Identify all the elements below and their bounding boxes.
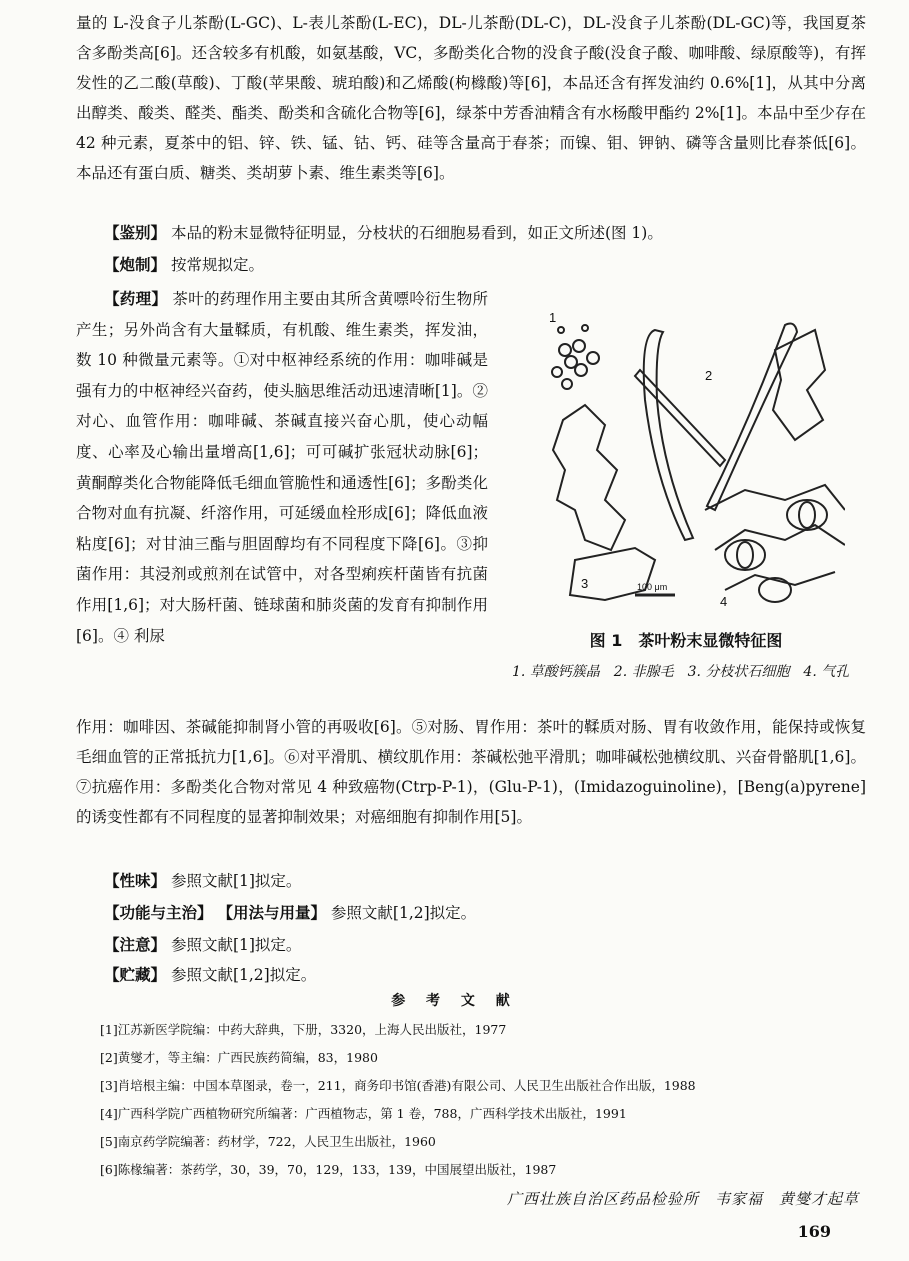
- reference-item: [3]肖培根主编：中国本草图录，卷一，211，商务印书馆(香港)有限公司、人民卫生出版社合作出版，1988: [100, 1078, 696, 1093]
- section-label-nature: 【性味】: [104, 872, 167, 890]
- figure-label-2: 2: [705, 368, 713, 383]
- section-pharmacology-continued: 作用：咖啡因、茶碱能抑制肾小管的再吸收[6]。⑤对肠、胃作用：茶叶的鞣质对肠、胃有收敛作用，能保持或恢复毛细血管的正常抵抗力[1,6]。⑥对平滑肌、横纹肌作用：茶碱松弛平滑肌；咖啡碱松弛横纹肌、兴奋骨骼肌[1,6]。⑦抗癌作用：多酚类化合物对常见 4 种致癌物(Ctrp-P-1)，(Glu-P-1)，(Imidazoguinoline)，[Beng(a)pyrene]的诱变性都有不同程度的显著抑制效果；对癌细胞有抑制作用[5]。: [76, 718, 866, 826]
- section-process: [76, 250, 866, 280]
- reference-item: [2]黄燮才，等主编：广西民族药简编，83，1980: [100, 1050, 378, 1065]
- page-number: 169: [797, 1222, 831, 1241]
- section-label-usage: 【用法与用量】: [217, 904, 326, 922]
- reference-item: [1]江苏新医学院编：中药大辞典，下册，3320，上海人民出版社，1977: [100, 1022, 507, 1037]
- figure-label-3: 3: [581, 576, 589, 591]
- figure-label-4: 4: [720, 594, 728, 609]
- references-heading: 参 考 文 献: [391, 993, 518, 1009]
- section-pharmacology-left: [76, 284, 488, 651]
- calcium-oxalate-clusters: [552, 325, 599, 389]
- figure-legend: 1. 草酸钙簇晶 2. 非腺毛 3. 分枝状石细胞 4. 气孔: [512, 664, 850, 680]
- references-list: [100, 1016, 880, 1184]
- section-function-usage: [76, 898, 866, 928]
- section-storage: [76, 960, 866, 990]
- figure-1: [500, 300, 872, 700]
- figure-title: 图 1 茶叶粉末显微特征图: [589, 631, 783, 650]
- branched-stone-cells: [553, 330, 825, 600]
- section-label-function: 【功能与主治】: [104, 904, 213, 922]
- section-identify: [76, 218, 866, 248]
- section-caution: [76, 930, 866, 960]
- section-label-process: 【炮制】: [104, 256, 167, 274]
- section-text-pharmacology: 茶叶的药理作用主要由其所含黄嘌呤衍生物所产生；另外尚含有大量鞣质，有机酸、维生素类，挥发油，数 10 种微量元素等。①对中枢神经系统的作用：咖啡碱是强有力的中枢神经兴奋药，使头脑思维活动迅速清晰[1]。②对心、血管作用：咖啡碱、茶碱直接兴奋心肌，使心动幅度、心率及心输出量增高[1,6]；可可碱扩张冠状动脉[6]；黄酮醇类化合物能降低毛细血管脆性和通透性[6]；多酚类化合物对血有抗凝、纤溶作用，可延缓血栓形成[6]；降低血液粘度[6]；对甘油三酯与胆固醇均有不同程度下降[6]。③抑菌作用：其浸剂或煎剂在试管中，对各型痢疾杆菌皆有抗菌作用[1,6]；对大肠杆菌、链球菌和肺炎菌的发育有抑制作用[6]。④ 利尿: [76, 290, 488, 645]
- reference-item: [6]陈椽编著：茶药学，30，39，70，129，133，139，中国展望出版社，1987: [100, 1162, 557, 1177]
- microscopy-drawing: [545, 310, 845, 610]
- section-text-storage: 参照文献[1,2]拟定。: [170, 966, 317, 984]
- author-signature: 广西壮族自治区药品检验所 韦家福 黄燮才起草: [506, 1190, 859, 1208]
- section-label-caution: 【注意】: [104, 936, 167, 954]
- reference-item: [5]南京药学院编著：药材学，722，人民卫生出版社，1960: [100, 1134, 436, 1149]
- section-label-pharmacology: 【药理】: [104, 290, 168, 308]
- non-glandular-hairs: [635, 324, 797, 540]
- stomata-epidermis: [705, 485, 845, 602]
- section-text-process: 按常规拟定。: [170, 256, 264, 274]
- section-text-caution: 参照文献[1]拟定。: [170, 936, 302, 954]
- section-nature: [76, 866, 866, 896]
- section-text-identify: 本品的粉末显微特征明显，分枝状的石细胞易看到，如正文所述(图 1)。: [170, 224, 663, 242]
- section-text-nature: 参照文献[1]拟定。: [170, 872, 302, 890]
- reference-item: [4]广西科学院广西植物研究所编著：广西植物志，第 1 卷，788，广西科学技术出版社，1991: [100, 1106, 627, 1121]
- paragraph-composition: 量的 L-没食子儿茶酚(L-GC)、L-表儿茶酚(L-EC)，DL-儿茶酚(DL-C)，DL-没食子儿茶酚(DL-GC)等，我国夏茶含多酚类高[6]。还含较多有机酸，如氨基酸，VC，多酚类化合物的没食子酸(没食子酸、咖啡酸、绿原酸等)，有挥发性的乙二酸(草酸)、丁酸(苹果酸、琥珀酸)和乙烯酸(枸橼酸)等[6]，本品还含有挥发油约 0.6%[1]，从其中分离出醇类、酸类、醛类、酯类、酚类和含硫化合物等[6]，绿茶中芳香油精含有水杨酸甲酯约 2%[1]。本品中至少存在 42 种元素，夏茶中的铝、锌、铁、锰、钴、钙、硅等含量高于春茶；而镍、钼、钾钠、磷等含量则比春茶低[6]。本品还有蛋白质、糖类、类胡萝卜素、维生素类等[6]。: [76, 14, 866, 182]
- figure-label-1: 1: [549, 310, 557, 325]
- scale-label: 100 μm: [637, 582, 668, 592]
- section-label-storage: 【贮藏】: [104, 966, 167, 984]
- section-text-function-usage: 参照文献[1,2]拟定。: [330, 904, 477, 922]
- section-label-identify: 【鉴别】: [104, 224, 167, 242]
